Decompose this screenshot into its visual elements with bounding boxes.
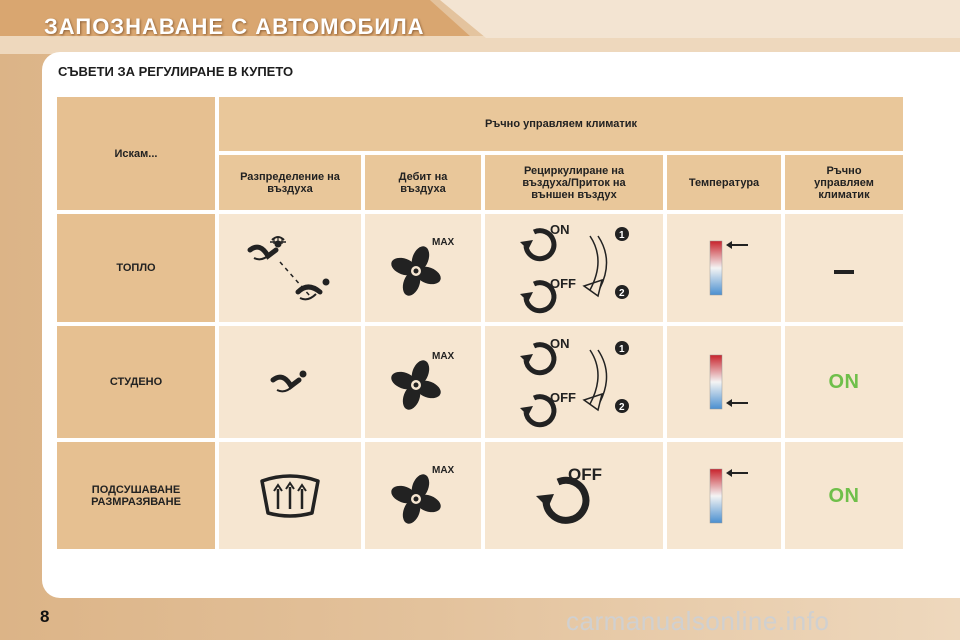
recirc-on-text: ON xyxy=(550,336,570,351)
table-cell xyxy=(219,214,361,322)
section-subtitle: СЪВЕТИ ЗА РЕГУЛИРАНЕ В КУПЕТО xyxy=(58,64,294,79)
column-header-temperature: Температура xyxy=(688,176,760,189)
table-row-label-cell xyxy=(57,214,215,322)
step-1-text: 1 xyxy=(619,230,625,241)
group-header: Ръчно управляем климатик xyxy=(484,118,638,130)
table-cell xyxy=(365,326,481,438)
step-1-text: 1 xyxy=(619,344,625,355)
table-cell xyxy=(785,442,903,549)
step-2-text: 2 xyxy=(619,288,625,299)
temperature-cold-icon xyxy=(694,347,754,417)
windscreen-and-feet-airflow-icon xyxy=(240,228,340,308)
recirc-off-text: OFF xyxy=(550,276,576,291)
table-cell xyxy=(785,214,903,322)
temperature-hot-icon xyxy=(694,461,754,531)
table-cell xyxy=(667,214,781,322)
column-header-distribution: Разпределение на въздуха xyxy=(240,170,340,195)
fan-max-text: MAX xyxy=(432,237,455,248)
column-header xyxy=(667,155,781,210)
recirc-off-text: OFF xyxy=(550,390,576,405)
fan-max-text: MAX xyxy=(432,351,455,362)
page-title: ЗАПОЗНАВАНЕ С АВТОМОБИЛА xyxy=(44,14,425,39)
table-cell xyxy=(485,214,663,322)
table-cell xyxy=(785,326,903,438)
recirculation-on-off-sequence-icon xyxy=(514,334,634,430)
fan-max-text: MAX xyxy=(432,464,455,476)
recirculation-off-icon xyxy=(524,456,624,536)
watermark: carmanualsonline.info xyxy=(566,606,830,636)
corner-label-cell xyxy=(57,97,215,210)
ac-value-warm xyxy=(834,270,854,274)
ac-value-demist: ON xyxy=(828,484,860,507)
temperature-hot-icon xyxy=(694,233,754,303)
column-header xyxy=(219,155,361,210)
table-row-label-cell xyxy=(57,442,215,549)
table-cell xyxy=(485,442,663,549)
row-label-warm: ТОПЛО xyxy=(116,262,156,274)
row-label-demist: ПОДСУШАВАНЕ РАЗМРАЗЯВАНЕ xyxy=(91,483,181,508)
table-cell xyxy=(485,326,663,438)
face-airflow-icon xyxy=(265,362,315,402)
recirc-off-text: OFF xyxy=(568,464,602,484)
fan-max-icon xyxy=(388,233,458,303)
table-cell xyxy=(219,442,361,549)
row-label-cold: СТУДЕНО xyxy=(109,376,163,388)
table-cell xyxy=(365,442,481,549)
column-header xyxy=(365,155,481,210)
windscreen-demist-icon xyxy=(258,471,322,521)
table-cell xyxy=(365,214,481,322)
table-cell xyxy=(667,326,781,438)
ac-value-cold: ON xyxy=(828,371,860,393)
corner-label: Искам... xyxy=(114,147,158,160)
column-header-recirculation: Рециркулиране на въздуха/Приток на външен въздух xyxy=(522,164,626,201)
column-header-flow: Дебит на въздуха xyxy=(398,170,448,195)
table-cell xyxy=(219,326,361,438)
page-number: 8 xyxy=(40,607,50,626)
recirculation-on-off-sequence-icon xyxy=(514,220,634,316)
table-row-label-cell xyxy=(57,326,215,438)
fan-max-icon xyxy=(388,347,458,417)
column-header xyxy=(485,155,663,210)
fan-max-icon xyxy=(388,461,458,531)
table-cell xyxy=(667,442,781,549)
title-band xyxy=(0,0,960,54)
recirc-on-text: ON xyxy=(550,222,570,237)
group-header-cell xyxy=(219,97,903,151)
column-header-ac: Ръчно управляем климатик xyxy=(814,164,874,201)
step-2-text: 2 xyxy=(619,402,625,413)
column-header xyxy=(785,155,903,210)
